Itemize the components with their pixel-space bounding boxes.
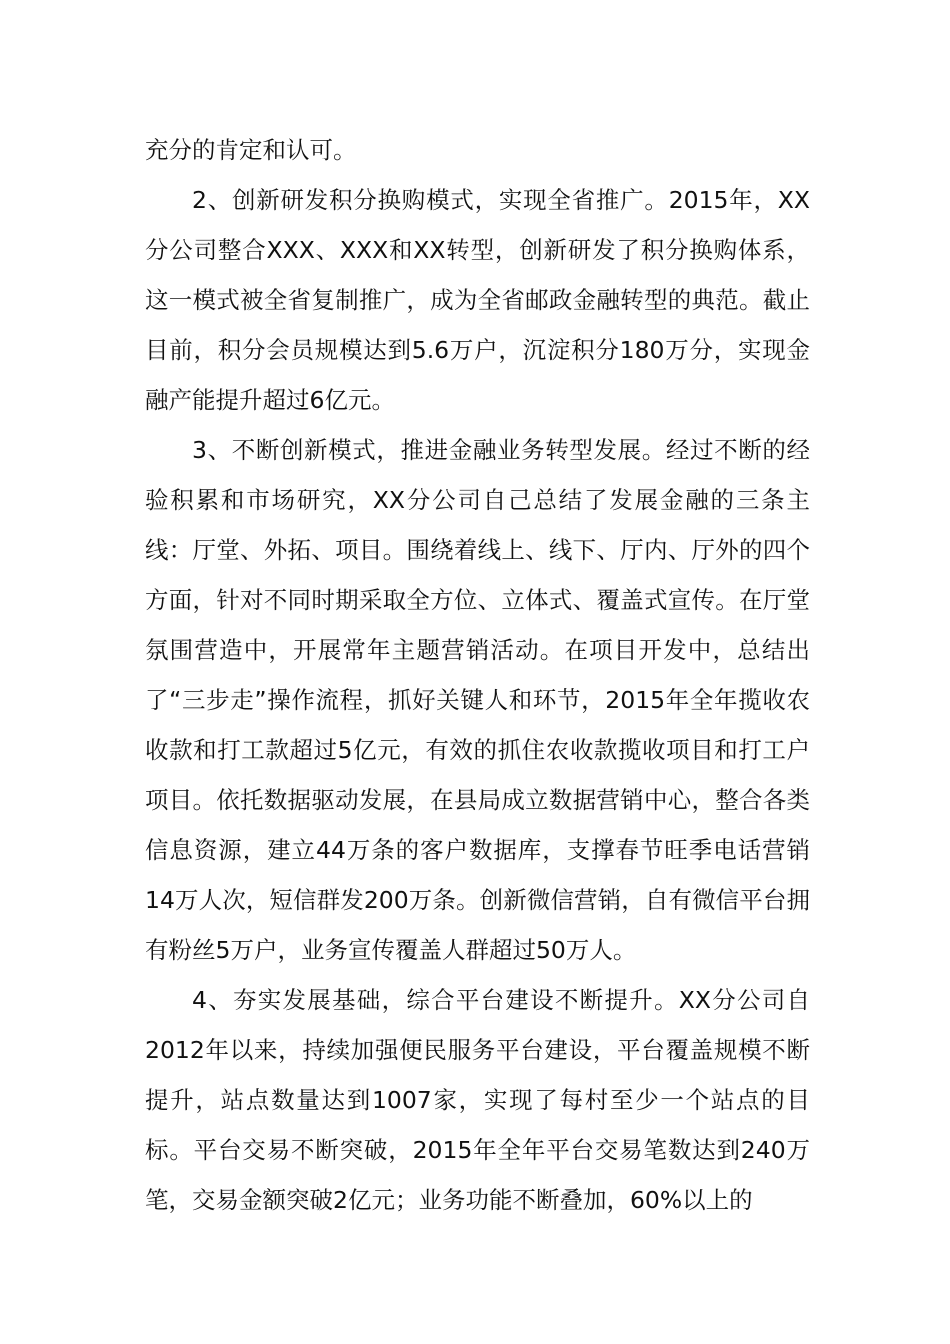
paragraph-item-3: 3、不断创新模式，推进金融业务转型发展。经过不断的经验积累和市场研究，XX分公司自己总结了发展金融的三条主线：厅堂、外拓、项目。围绕着线上、线下、厅内、厅外的四个方面，针对不同时期采取全方位、立体式、覆盖式宣传。在厅堂氛围营造中，开展常年主题营销活动。在项目开发中，总结出了“三步走”操作流程，抓好关键人和环节，2015年全年揽收农收款和打工款超过5亿元，有效的抓住农收款揽收项目和打工户项目。依托数据驱动发展，在县局成立数据营销中心，整合各类信息资源，建立44万条的客户数据库，支撑春节旺季电话营销14万人次，短信群发200万条。创新微信营销，自有微信平台拥有粉丝5万户，业务宣传覆盖人群超过50万人。 bbox=[145, 436, 810, 964]
body-text bbox=[145, 125, 810, 1225]
paragraph-item-2: 2、创新研发积分换购模式，实现全省推广。2015年，XX分公司整合XXX、XXX和XX转型，创新研发了积分换购体系，这一模式被全省复制推广，成为全省邮政金融转型的典范。截止目前，积分会员规模达到5.6万户，沉淀积分180万分，实现金融产能提升超过6亿元。 bbox=[145, 186, 810, 414]
paragraph-continuation: 充分的肯定和认可。 bbox=[145, 136, 357, 164]
paragraph-item-4: 4、夯实发展基础，综合平台建设不断提升。XX分公司自2012年以来，持续加强便民服务平台建设，平台覆盖规模不断提升，站点数量达到1007家，实现了每村至少一个站点的目标。平台交易不断突破，2015年全年平台交易笔数达到240万笔，交易金额突破2亿元；业务功能不断叠加，60%以上的 bbox=[145, 986, 810, 1214]
